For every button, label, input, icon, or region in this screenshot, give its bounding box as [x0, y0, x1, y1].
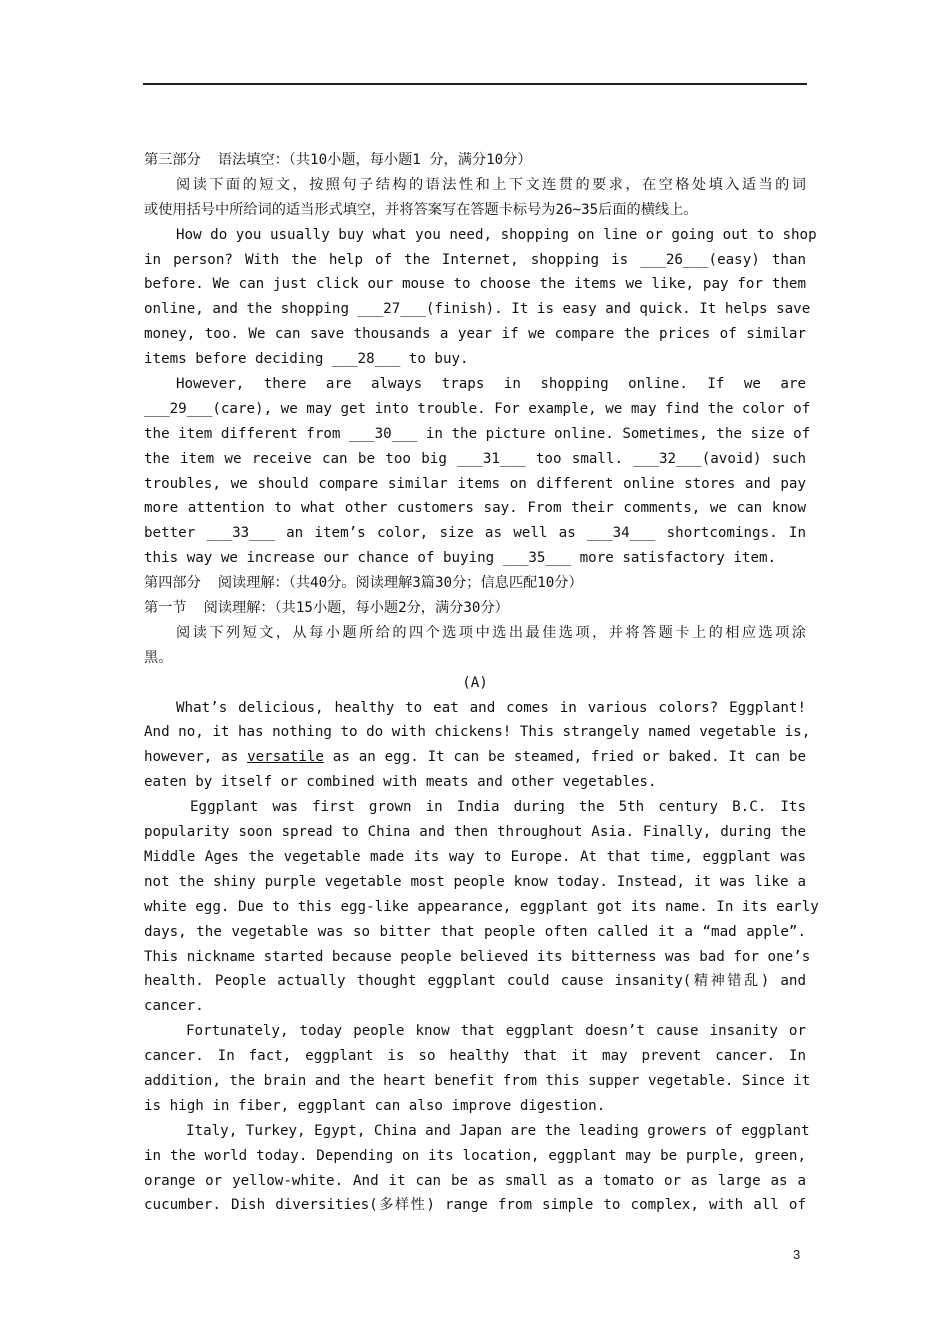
text-line: 黑。 [144, 649, 173, 666]
text-line: online, and the shopping ___27___(finish). It is easy and quick. It helps save [144, 301, 811, 318]
text-line: white egg. Due to this egg-like appearance, eggplant got its name. In its early [144, 898, 819, 915]
text-line: cancer. [144, 998, 204, 1015]
text-line: better ___33___ an item’s color, size as well as ___34___ shortcomings. In [144, 525, 806, 542]
underlined-word: versatile [247, 749, 324, 766]
text-line: Middle Ages the vegetable made its way to Europe. At that time, eggplant was [144, 848, 806, 865]
text-line: this way we increase our chance of buying ___35___ more satisfactory item. [144, 550, 777, 567]
text-line: however, as versatile as an egg. It can be steamed, fried or baked. It can be [144, 749, 806, 766]
text-line: money, too. We can save thousands a year if we compare the prices of similar [144, 326, 806, 343]
page-number: 3 [793, 1247, 801, 1262]
text-line: What’s delicious, healthy to eat and comes in various colors? Eggplant! [176, 699, 806, 716]
text-line: Fortunately, today people know that eggplant doesn’t cause insanity or [186, 1023, 806, 1040]
text-line: more attention to what other customers say. From their comments, we can know [144, 500, 806, 517]
text-line: 阅读下列短文，从每小题所给的四个选项中选出最佳选项，并将答题卡上的相应选项涂 [176, 624, 806, 641]
text-line: 第一节 阅读理解：（共15小题，每小题2分，满分30分） [144, 600, 509, 617]
text-line: 第三部分 语法填空：（共10小题，每小题1 分，满分10分） [144, 152, 532, 168]
text-line: (A) [462, 674, 488, 691]
text-line: in person? With the help of the Internet, shopping is ___26___(easy) than [144, 251, 806, 268]
text-line: However, there are always traps in shopping online. If we are [176, 376, 806, 393]
text-line: Eggplant was first grown in India during the 5th century B.C. Its [190, 799, 806, 816]
text-line: popularity soon spread to China and then throughout Asia. Finally, during the [144, 824, 806, 841]
text-line: cancer. In fact, eggplant is so healthy that it may prevent cancer. In [144, 1048, 806, 1065]
text-line: items before deciding ___28___ to buy. [144, 351, 469, 368]
text-line: not the shiny purple vegetable most people know today. Instead, it was like a [144, 873, 806, 890]
text-line: ___29___(care), we may get into trouble. For example, we may find the color of [144, 400, 811, 417]
text-line: troubles, we should compare similar items on different online stores and pay [144, 475, 806, 492]
text-line: 阅读下面的短文，按照句子结构的语法性和上下文连贯的要求，在空格处填入适当的词 [176, 176, 806, 193]
text-line: in the world today. Depending on its location, eggplant may be purple, green, [144, 1147, 806, 1164]
text-line: before. We can just click our mouse to choose the items we like, pay for them [144, 276, 806, 293]
text-line: is high in fiber, eggplant can also improve digestion. [144, 1097, 606, 1114]
document-body [144, 148, 819, 1218]
text-line: days, the vegetable was so bitter that people often called it a “mad apple”. [144, 923, 806, 940]
text-line: the item we receive can be too big ___31___ too small. ___32___(avoid) such [144, 450, 806, 467]
text-line: How do you usually buy what you need, shopping on line or going out to shop [176, 226, 817, 243]
text-line: 第四部分 阅读理解：（共40分。阅读理解3篇30分；信息匹配10分） [144, 575, 583, 592]
text-line: This nickname started because people believed its bitterness was bad for one’s [144, 948, 811, 965]
text-line: eaten by itself or combined with meats and other vegetables. [144, 774, 657, 791]
text-line: addition, the brain and the heart benefit from this supper vegetable. Since it [144, 1072, 811, 1089]
text-line: orange or yellow-white. And it can be as small as a tomato or as large as a [144, 1172, 806, 1189]
text-line: Italy, Turkey, Egypt, China and Japan are the leading growers of eggplant [186, 1122, 810, 1139]
text-line: health. People actually thought eggplant could cause insanity(精神错乱) and [144, 973, 806, 990]
text-line: And no, it has nothing to do with chickens! This strangely named vegetable is, [144, 724, 811, 741]
text-line: 或使用括号中所给词的适当形式填空，并将答案写在答题卡标号为26~35后面的横线上。 [144, 201, 698, 218]
text-line: the item different from ___30___ in the picture online. Sometimes, the size of [144, 425, 811, 442]
header-rule [143, 83, 807, 85]
text-line: cucumber. Dish diversities(多样性) range from simple to complex, with all of [144, 1197, 806, 1214]
